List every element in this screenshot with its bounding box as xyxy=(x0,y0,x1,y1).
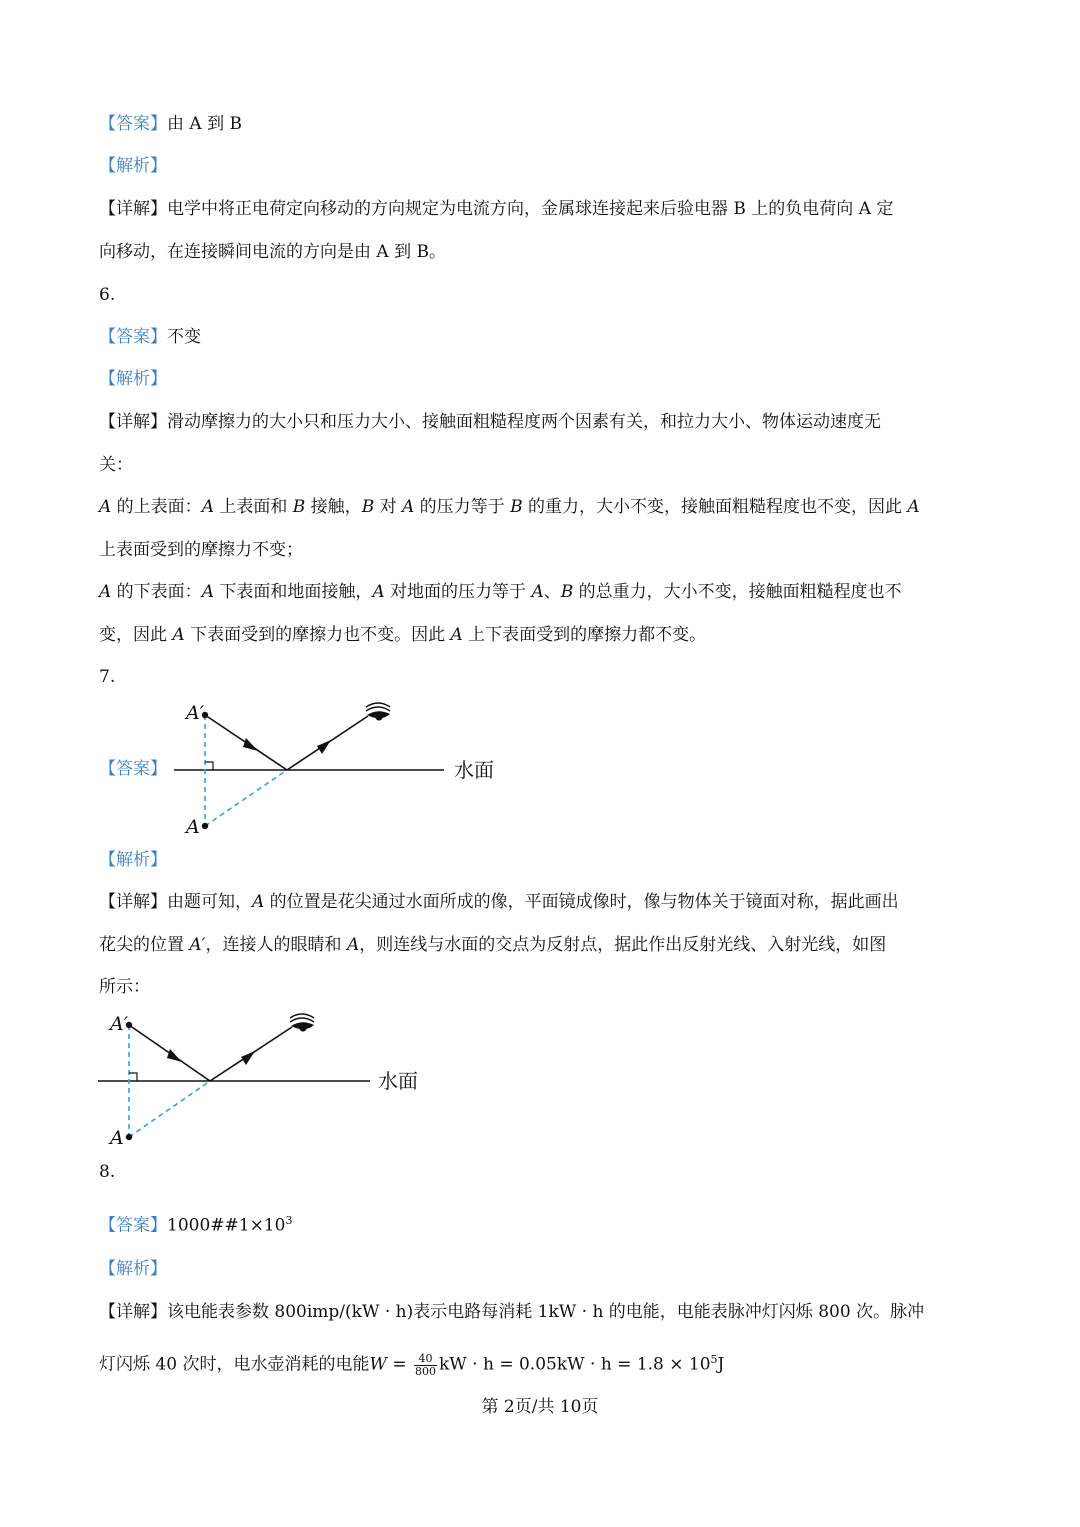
water-label: 水面 xyxy=(378,1069,418,1093)
text: 对 xyxy=(374,497,402,517)
math: = xyxy=(386,1354,412,1375)
incident-arrow xyxy=(167,1049,182,1062)
label-a: A xyxy=(110,1127,124,1149)
point-a xyxy=(126,1134,132,1140)
text: 上下表面受到的摩擦力都不变。 xyxy=(462,625,707,645)
var: A xyxy=(346,935,360,955)
detail-tag: 【详解】 xyxy=(99,892,167,912)
text: 的重力，大小不变，接触面粗糙程度也不变，因此 xyxy=(522,497,908,517)
text: 、 xyxy=(543,582,561,602)
detail-text: 关： xyxy=(99,455,133,475)
q8-answer-line xyxy=(99,1209,292,1238)
detail-tag: 【详解】 xyxy=(99,199,167,219)
text: 下表面受到的摩擦力也不变。因此 xyxy=(184,625,451,645)
page-footer: 第 2页/共 10页 xyxy=(481,1397,599,1417)
var: B xyxy=(292,497,306,517)
var: A′ xyxy=(189,935,206,955)
detail-tag: 【详解】 xyxy=(99,1302,167,1322)
question-number: 8. xyxy=(99,1162,116,1182)
fraction-denominator: 800 xyxy=(415,1364,436,1378)
text: 花尖的位置 xyxy=(99,935,190,955)
text: 由题可知， xyxy=(167,892,252,912)
text: 的上表面： xyxy=(111,497,202,517)
analysis-tag: 【解析】 xyxy=(99,1259,167,1279)
q8-detail-line-1 xyxy=(99,1300,924,1324)
answer-text: 1000##1×10 xyxy=(167,1215,286,1236)
text: 的电能，电能表脉冲灯闪烁 800 次。脉冲 xyxy=(603,1302,925,1322)
detail-text: 滑动摩擦力的大小只和压力大小、接触面粗糙程度两个因素有关，和拉力大小、物体运动速度无 xyxy=(167,412,881,432)
label-a: A xyxy=(186,816,200,838)
label-a-prime: A′ xyxy=(186,702,205,724)
var: A xyxy=(372,582,385,602)
question-number: 6. xyxy=(99,285,116,305)
analysis-tag: 【解析】 xyxy=(99,850,167,870)
var: B xyxy=(361,497,375,517)
math: J xyxy=(717,1354,725,1375)
reflected-arrow xyxy=(241,1051,255,1065)
detail-tag: 【详解】 xyxy=(99,412,167,432)
text: 上表面和 xyxy=(213,497,293,517)
fraction-numerator: 40 xyxy=(414,1353,437,1366)
detail-text: 电学中将正电荷定向移动的方向规定为电流方向，金属球连接起来后验电器 B 上的负电荷向 A 定 xyxy=(167,199,894,219)
text: 变，因此 xyxy=(99,625,173,645)
eye-to-image-dashed-line xyxy=(129,1081,210,1137)
answer-tag: 【答案】 xyxy=(99,1215,167,1236)
analysis-tag: 【解析】 xyxy=(99,156,167,176)
math: kW · h = 0.05kW · h = 1.8 × 10 xyxy=(439,1354,711,1375)
text: 接触， xyxy=(305,497,362,517)
var: A xyxy=(907,497,920,517)
var: B xyxy=(560,582,574,602)
text: 的总重力，大小不变，接触面粗糙程度也不 xyxy=(573,582,902,602)
question-number: 7. xyxy=(99,667,116,687)
var: A xyxy=(201,582,214,602)
var: A xyxy=(172,625,185,645)
text: 所示： xyxy=(99,977,150,997)
answer-tag: 【答案】 xyxy=(99,759,167,779)
text: 灯闪烁 40 次时，电水壶消耗的电能 xyxy=(99,1354,370,1375)
fraction xyxy=(414,1353,437,1378)
answer-tag: 【答案】 xyxy=(99,327,167,347)
text: 上表面受到的摩擦力不变； xyxy=(99,540,303,560)
text: 该电能表参数 xyxy=(167,1302,275,1322)
var: B xyxy=(510,497,523,517)
eye-icon xyxy=(290,1014,314,1032)
var: A xyxy=(99,497,112,517)
text: 的下表面： xyxy=(111,582,202,602)
text: ，则连线与水面的交点为反射点，据此作出反射光线、入射光线，如图 xyxy=(359,935,887,955)
var: A xyxy=(450,625,463,645)
q8-detail-line-2 xyxy=(99,1348,724,1378)
answer-tag: 【答案】 xyxy=(99,114,167,134)
var: W xyxy=(369,1354,387,1375)
exponent: 5 xyxy=(710,1353,718,1366)
answer-text: 由 A 到 B xyxy=(167,114,242,134)
var: A xyxy=(252,892,265,912)
answer-exponent: 3 xyxy=(285,1214,293,1227)
text: 的位置是花尖通过水面所成的像，平面镜成像时，像与物体关于镜面对称，据此画出 xyxy=(264,892,899,912)
var: A xyxy=(402,497,415,517)
water-label: 水面 xyxy=(454,758,494,782)
label-a-prime: A′ xyxy=(110,1013,129,1035)
var: A xyxy=(99,582,112,602)
var: A xyxy=(201,497,214,517)
text: 对地面的压力等于 xyxy=(384,582,532,602)
text: 下表面和地面接触， xyxy=(213,582,373,602)
answer-text: 不变 xyxy=(167,327,201,347)
math: 1kW · h xyxy=(537,1302,604,1322)
detail-text: 向移动，在连接瞬间电流的方向是由 A 到 B。 xyxy=(99,242,446,262)
var: A xyxy=(531,582,544,602)
text: 表示电路每消耗 xyxy=(413,1302,538,1322)
q8-analysis-line xyxy=(99,1257,167,1281)
q8-number xyxy=(99,1160,115,1184)
analysis-tag: 【解析】 xyxy=(99,369,167,389)
right-angle-mark xyxy=(129,1073,137,1081)
math: 800imp/(kW · h) xyxy=(274,1302,414,1322)
text: 的压力等于 xyxy=(414,497,511,517)
text: ，连接人的眼睛和 xyxy=(205,935,347,955)
